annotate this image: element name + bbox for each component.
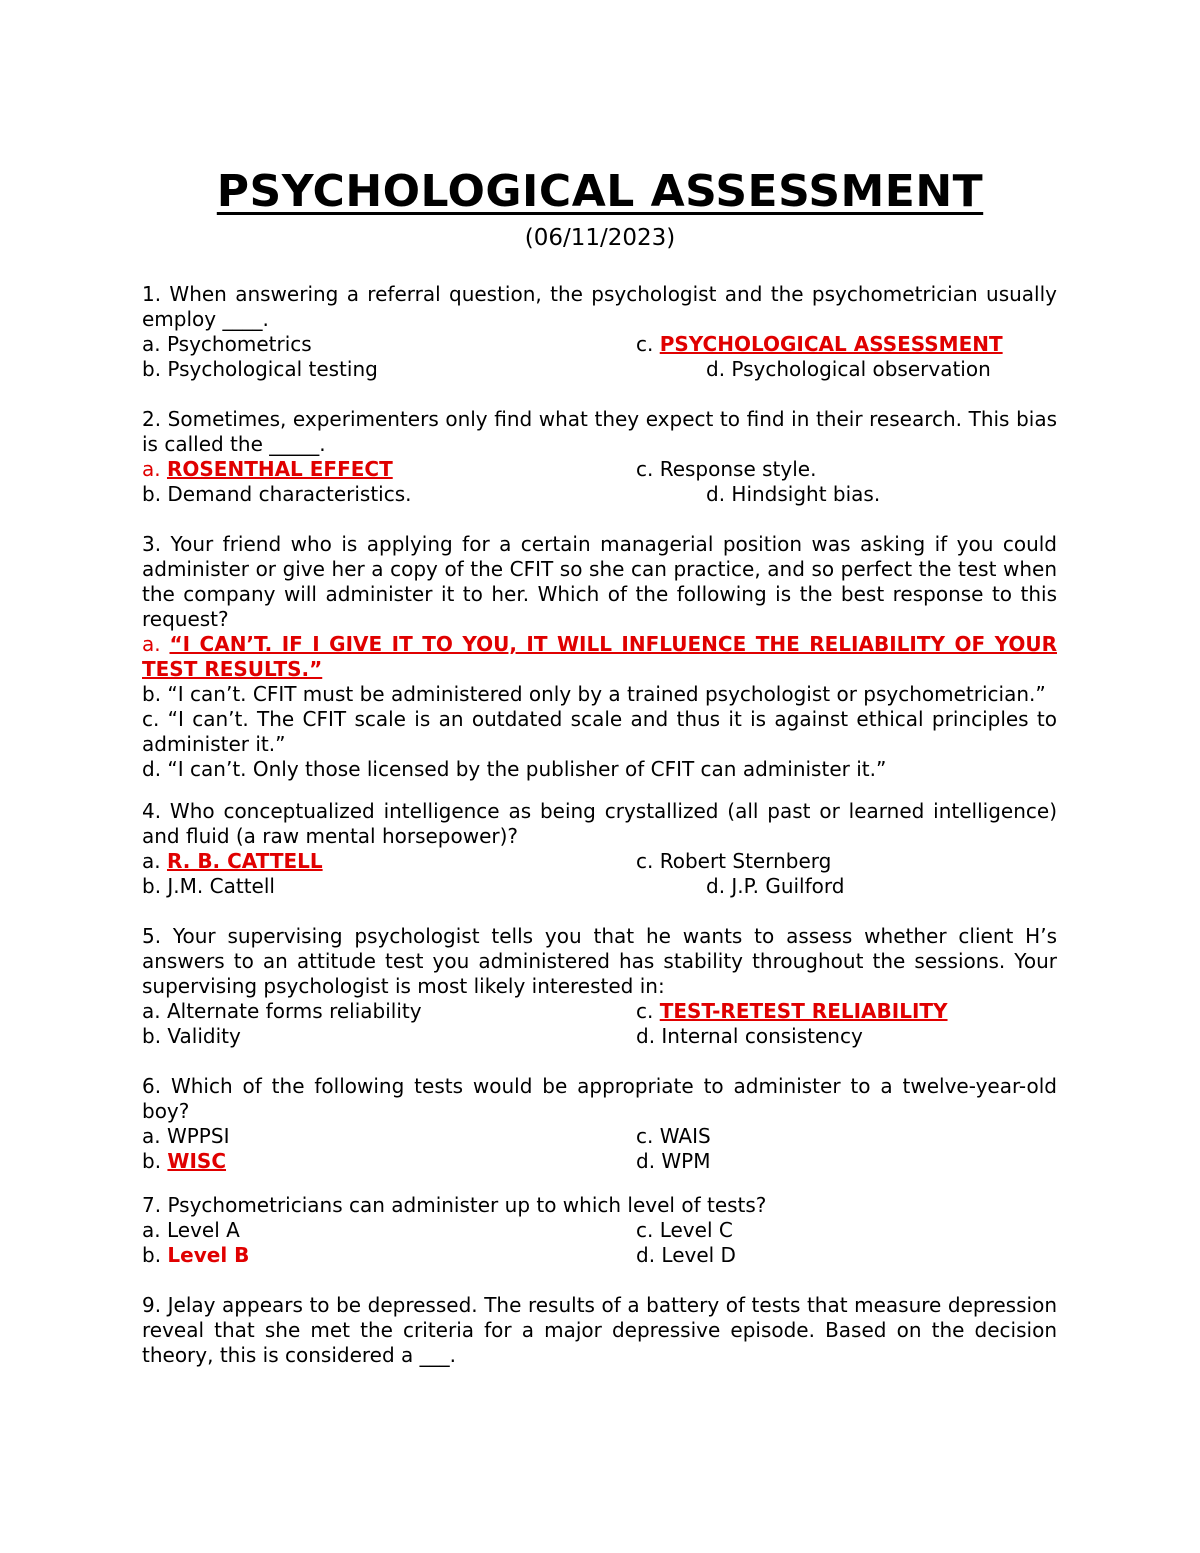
option-row bbox=[142, 1024, 1057, 1049]
question-4 bbox=[142, 799, 1057, 899]
option-b bbox=[142, 1149, 636, 1174]
option-row bbox=[142, 332, 1057, 357]
option-row bbox=[142, 874, 1057, 899]
option-b: b. Psychological testing bbox=[142, 357, 378, 381]
question-7 bbox=[142, 1193, 1057, 1268]
option-row bbox=[142, 1218, 1057, 1243]
correct-answer: R. B. CATTELL bbox=[166, 849, 323, 873]
correct-answer: TEST-RETEST RELIABILITY bbox=[659, 999, 948, 1023]
option-label: c. bbox=[636, 332, 660, 356]
option-label: a. bbox=[142, 457, 167, 481]
question-stem: 6. Which of the following tests would be appropriate to administer to a twelve-year-old boy? bbox=[142, 1074, 1057, 1123]
option-row bbox=[142, 357, 1057, 382]
option-c bbox=[636, 999, 948, 1024]
question-list bbox=[142, 282, 1057, 1393]
correct-answer: WISC bbox=[167, 1149, 227, 1173]
question-stem: 4. Who conceptualized intelligence as being crystallized (all past or learned intelligence) and fluid (a raw mental horsepower)? bbox=[142, 799, 1057, 848]
correct-answer: Level B bbox=[167, 1243, 250, 1267]
correct-answer: “I CAN’T. IF I GIVE IT TO YOU, IT WILL INFLUENCE THE RELIABILITY OF YOUR TEST RESULTS.” bbox=[142, 632, 1057, 681]
option-a: a. Level A bbox=[142, 1218, 240, 1242]
option-label: b. bbox=[142, 1149, 168, 1173]
option-b: b. “I can’t. CFIT must be administered only by a trained psychologist or psychometrician.” bbox=[142, 682, 1046, 706]
question-2 bbox=[142, 407, 1057, 507]
option-c: c. Robert Sternberg bbox=[636, 849, 832, 873]
question-6 bbox=[142, 1074, 1057, 1174]
question-3 bbox=[142, 532, 1057, 782]
exam-date: (06/11/2023) bbox=[524, 225, 676, 251]
option-b bbox=[142, 1243, 636, 1268]
option-row bbox=[142, 999, 1057, 1024]
question-5 bbox=[142, 924, 1057, 1049]
correct-answer: ROSENTHAL EFFECT bbox=[166, 457, 393, 481]
option-label: b. bbox=[142, 1243, 168, 1267]
question-stem: 2. Sometimes, experimenters only find what they expect to find in their research. This bias is called the _____. bbox=[142, 407, 1057, 456]
option-d: d. Internal consistency bbox=[636, 1024, 863, 1048]
page-title: PSYCHOLOGICAL ASSESSMENT bbox=[216, 166, 984, 217]
option-b: b. Demand characteristics. bbox=[142, 482, 412, 506]
option-d: d. J.P. Guilford bbox=[706, 874, 845, 898]
question-1 bbox=[142, 282, 1057, 382]
option-d: d. Hindsight bias. bbox=[706, 482, 881, 506]
option-row bbox=[142, 1124, 1057, 1149]
option-a bbox=[142, 632, 1057, 682]
option-row bbox=[142, 1243, 1057, 1268]
question-stem: 3. Your friend who is applying for a certain managerial position was asking if you could administer or give her a copy of the CFIT so she can practice, and so perfect the test when the company will administer it to her. Which of the following is the best response to this request? bbox=[142, 532, 1057, 631]
question-9 bbox=[142, 1293, 1057, 1368]
option-c bbox=[636, 332, 1003, 357]
option-a: a. WPPSI bbox=[142, 1124, 230, 1148]
option-row bbox=[142, 1149, 1057, 1174]
option-a bbox=[142, 849, 636, 874]
option-label: c. bbox=[636, 999, 660, 1023]
option-c: c. WAIS bbox=[636, 1124, 711, 1148]
option-d: d. “I can’t. Only those licensed by the publisher of CFIT can administer it.” bbox=[142, 757, 887, 781]
option-c: c. “I can’t. The CFIT scale is an outdated scale and thus it is against ethical principles to administer it.” bbox=[142, 707, 1057, 756]
option-d: d. Psychological observation bbox=[706, 357, 991, 381]
option-c: c. Response style. bbox=[636, 457, 817, 481]
option-row bbox=[142, 849, 1057, 874]
question-stem: 1. When answering a referral question, the psychologist and the psychometrician usually employ ____. bbox=[142, 282, 1057, 331]
question-stem: 7. Psychometricians can administer up to which level of tests? bbox=[142, 1193, 767, 1217]
option-label: a. bbox=[142, 849, 167, 873]
option-row bbox=[142, 457, 1057, 482]
option-d: d. Level D bbox=[636, 1243, 736, 1267]
option-c: c. Level C bbox=[636, 1218, 733, 1242]
option-a bbox=[142, 457, 636, 482]
correct-answer: PSYCHOLOGICAL ASSESSMENT bbox=[659, 332, 1003, 356]
option-b: b. J.M. Cattell bbox=[142, 874, 275, 898]
option-row bbox=[142, 482, 1057, 507]
question-stem: 9. Jelay appears to be depressed. The results of a battery of tests that measure depression reveal that she met the criteria for a major depressive episode. Based on the decision theory, this is considered a ___. bbox=[142, 1293, 1057, 1367]
option-d: d. WPM bbox=[636, 1149, 711, 1173]
option-b: b. Validity bbox=[142, 1024, 241, 1048]
option-label: a. bbox=[142, 632, 170, 656]
question-stem: 5. Your supervising psychologist tells you that he wants to assess whether client H’s answers to an attitude test you administered has stability throughout the sessions. Your supervising psychologist is most likely interested in: bbox=[142, 924, 1057, 998]
option-a: a. Alternate forms reliability bbox=[142, 999, 422, 1023]
option-a: a. Psychometrics bbox=[142, 332, 312, 356]
